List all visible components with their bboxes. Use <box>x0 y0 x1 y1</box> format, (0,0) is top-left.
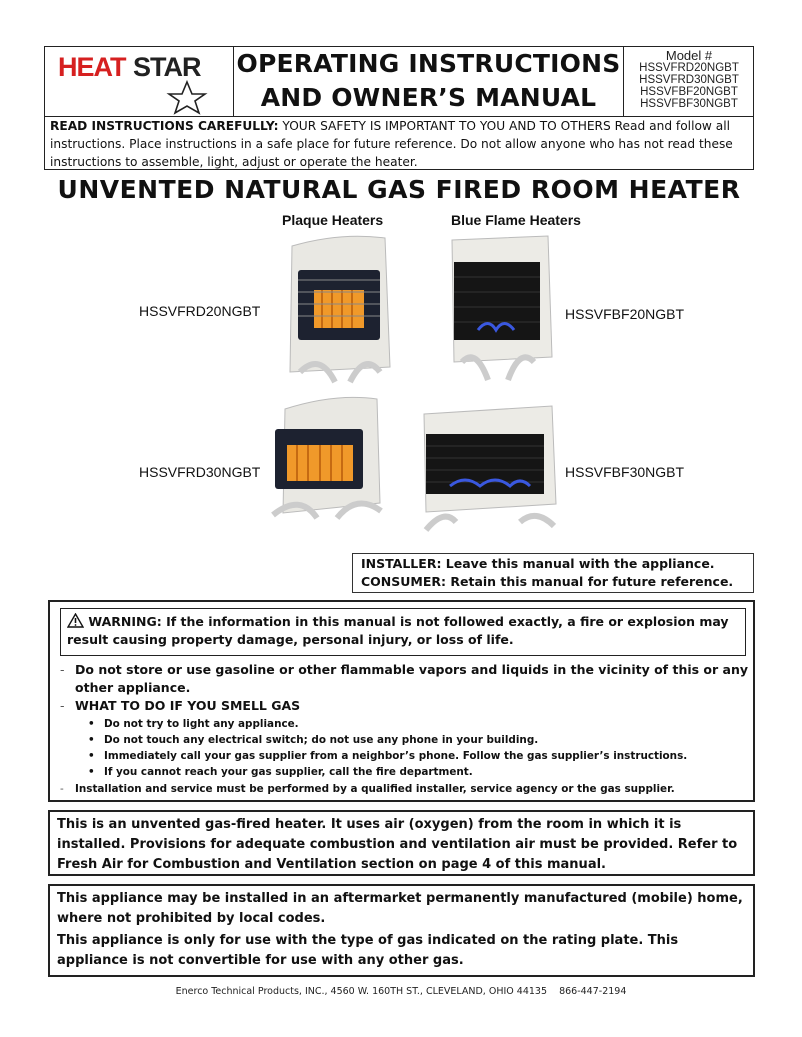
warning-label: WARNING: <box>88 614 162 629</box>
read-label: READ INSTRUCTIONS CAREFULLY: <box>50 119 279 133</box>
document-title <box>234 46 624 116</box>
model-label: Model # <box>665 48 713 63</box>
gas-smell-steps <box>88 716 748 780</box>
list-item: • Do not touch any electrical switch; do not use any phone in your building. <box>88 734 539 746</box>
model-number: HSSVFRD20NGBT <box>639 62 739 74</box>
mobile-home-note: This appliance may be installed in an aftermarket permanently manufactured (mobile) home, where not prohibited by local codes. <box>57 891 743 926</box>
plaque-heater-20-image <box>280 232 400 392</box>
installer-notice <box>352 553 754 593</box>
warning-triangle-icon <box>67 613 84 628</box>
installer-line: INSTALLER: Leave this manual with the appliance. <box>361 556 715 571</box>
svg-text:STAR: STAR <box>133 52 201 82</box>
logo-cell <box>44 46 234 116</box>
list-item: - Installation and service must be performed by a qualified installer, service agency or the gas supplier. <box>60 783 675 795</box>
model-label-plaque-30: HSSVFRD30NGBT <box>139 464 261 480</box>
plaque-heading: Plaque Heaters <box>282 212 384 228</box>
consumer-line: CONSUMER: Retain this manual for future reference. <box>361 574 734 589</box>
footer-address: Enerco Technical Products, INC., 4560 W. 160TH ST., CLEVELAND, OHIO 44135 866-447-2194 <box>175 986 627 997</box>
blue-flame-heater-20-image <box>448 232 563 392</box>
main-title: UNVENTED NATURAL GAS FIRED ROOM HEATER <box>57 175 741 204</box>
blue-flame-heater-30-image <box>420 404 560 534</box>
model-label-blue-30: HSSVFBF30NGBT <box>565 464 685 480</box>
model-number: HSSVFRD30NGBT <box>639 74 739 86</box>
warning-text: If the information in this manual is not followed exactly, a fire or explosion may result causing property damage, personal injury, or loss of life. <box>67 614 729 647</box>
list-item: • Do not try to light any appliance. <box>88 718 299 730</box>
warning-list <box>60 661 754 715</box>
title-line-1: OPERATING INSTRUCTIONS <box>236 49 621 78</box>
installation-requirement: Installation and service must be performed by a qualified installer, service agency or the gas supplier. <box>75 783 675 795</box>
model-number: HSSVFBF20NGBT <box>640 86 738 98</box>
star-icon <box>169 82 205 113</box>
gas-type-note: This appliance is only for use with the type of gas indicated on the rating plate. This appliance is not convertible for use with any other gas. <box>57 933 679 968</box>
blue-flame-heading: Blue Flame Heaters <box>451 212 581 228</box>
model-number: HSSVFBF30NGBT <box>640 98 738 110</box>
read-text: YOUR SAFETY IS IMPORTANT TO YOU AND TO OTHERS Read and follow all instructions. Place instructions in a safe place for future reference. Do not allow anyone who has not read these instructions to assemble, light, adjust or operate the heater. <box>50 119 733 169</box>
model-list <box>624 46 754 116</box>
warning-statement <box>60 608 746 656</box>
list-item: • Immediately call your gas supplier from a neighbor’s phone. Follow the gas supplier’s instructions. <box>88 750 688 762</box>
model-label-blue-20: HSSVFBF20NGBT <box>565 306 685 322</box>
unvented-notice: This is an unvented gas-fired heater. It uses air (oxygen) from the room in which it is installed. Provisions for adequate combustion and ventilation air must be provided. Refer to Fresh Air for Combustion and Ventilation section on page 4 of this manual. <box>48 810 755 876</box>
list-item: - WHAT TO DO IF YOU SMELL GAS <box>60 698 301 713</box>
list-item: - Do not store or use gasoline or other flammable vapors and liquids in the vicinity of this or any other appliance. <box>60 662 749 695</box>
heatstar-logo <box>44 46 234 116</box>
list-item: • If you cannot reach your gas supplier, call the fire department. <box>88 766 473 778</box>
title-line-2: AND OWNER’S MANUAL <box>260 83 597 112</box>
read-instructions <box>44 116 754 170</box>
model-label-plaque-20: HSSVFRD20NGBT <box>139 303 261 319</box>
svg-text:HEAT: HEAT <box>58 52 126 82</box>
plaque-heater-30-image <box>265 393 395 523</box>
installation-notice <box>48 884 755 977</box>
